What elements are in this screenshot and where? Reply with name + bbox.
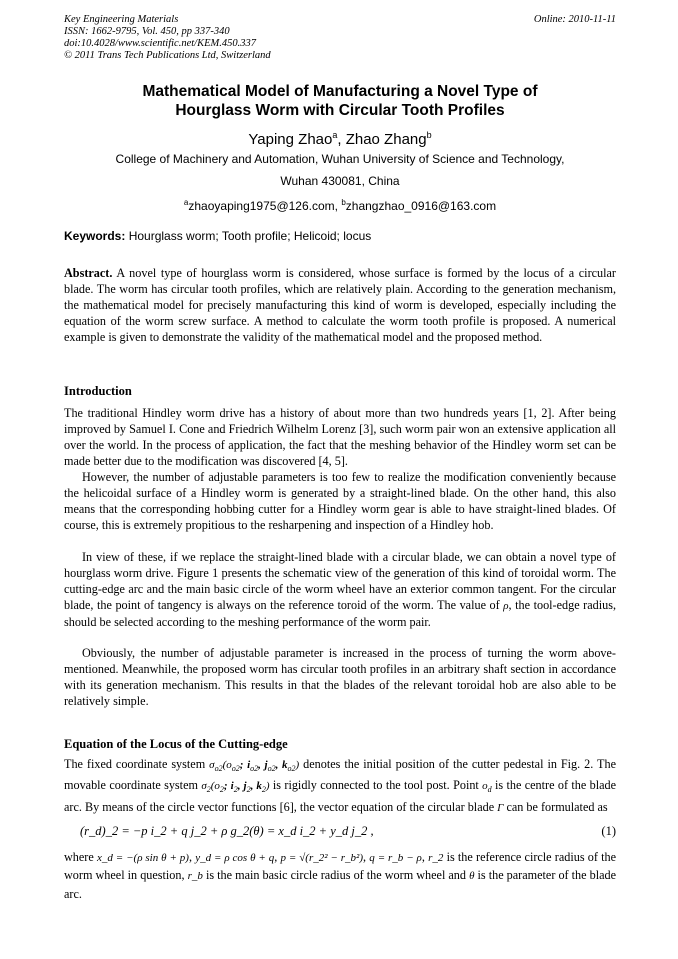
point-od: $o_d$ xyxy=(482,780,492,795)
equation-1-body: (r_d)_2 = −p i_2 + q j_2 + ρ g_2(θ) = x_d i_2 + y_d j_2 , xyxy=(80,824,374,838)
author-separator: , xyxy=(337,131,346,148)
affiliation-line-1: College of Machinery and Automation, Wuhan University of Science and Technology, xyxy=(115,152,565,166)
q-definition: q = r_b − ρ xyxy=(369,852,422,864)
yd-definition: y_d = ρ cos θ + q xyxy=(195,852,275,864)
author-2-affil-mark: b xyxy=(426,130,432,140)
doi-line: doi:10.4028/www.scientific.net/KEM.450.337 xyxy=(64,38,256,49)
journal-header xyxy=(64,14,616,62)
abstract-text: A novel type of hourglass worm is considered, whose surface is formed by the locus of a circular blade. The worm has circular tooth profiles, which are relatively plain. According to the generation mechanism, the mathematical model for precisely manufacturing this kind of worm is developed, especially including the equation of the worm screw surface. A method to calculate the worm tooth profile is proposed. A numerical example is given to demonstrate the validity of the mathematical model and the proposed method. xyxy=(64,266,616,345)
rho-symbol: ρ xyxy=(503,600,509,613)
intro-paragraph-3 xyxy=(64,549,616,630)
online-date: Online: 2010-11-11 xyxy=(533,14,616,25)
theta-symbol: θ xyxy=(469,870,475,883)
intro-p3-text-b: , the tool-edge radius, should be selected according to the meshing performance of the worm pair. xyxy=(64,598,617,630)
s2-text-2: denotes the initial position of the cutter pedestal in Fig. 2. The movable coordinate system xyxy=(64,757,616,793)
keywords-text: Hourglass worm; Tooth profile; Helicoid; locus xyxy=(125,229,372,243)
intro-p3-text-a: In view of these, if we replace the straight-lined blade with a circular blade, we can obtain a novel type of hourglass worm drive. Figure 1 presents the schematic view of the generation of this kind of toroidal worm. The cutting-edge arc and the main basic circle of the worm wheel have an exterior common tangent. For the circular blade, the point of tangency is always on the reference toroid of the worm. The value of xyxy=(64,550,616,613)
s2-text-1: The fixed coordinate system xyxy=(64,757,210,771)
rb-symbol: r_b xyxy=(187,870,203,883)
movable-coordinate-system: $\sigma_2(o_2$; $i_2$, $j_2$, $k_2$) xyxy=(201,780,270,795)
email-b-mark: b xyxy=(341,198,346,207)
gamma-symbol: Γ xyxy=(497,801,504,814)
where-text-2: is the reference circle radius of the worm wheel in question, xyxy=(64,850,617,883)
journal-name: Key Engineering Materials xyxy=(64,14,179,25)
section2-paragraph xyxy=(64,756,616,817)
intro-paragraph-2: However, the number of adjustable parameters is too few to realize the modification conveniently because the helicoidal surface of a Hindley worm is generated by a straight-lined blade. On the other hand, this also means that the corresponding hobbing cutter for a Hindley worm gear is able to have straight-lined blades. Of course, this is extremely propitious to the resharpening and inspection of a Hindley hob. xyxy=(64,470,616,533)
keywords-label: Keywords: xyxy=(64,229,126,243)
section-heading-locus: Equation of the Locus of the Cutting-edge xyxy=(64,737,288,751)
issn-line: ISSN: 1662-9795, Vol. 450, pp 337-340 xyxy=(64,26,230,37)
author-1-affil-mark: a xyxy=(332,130,338,140)
author-emails xyxy=(64,195,616,214)
where-paragraph: where x_d = −(ρ sin θ + p), y_d = ρ cos θ + q, p = √(r_2² − r_b²), q = r_b − ρ, r_2 is the reference circle radius of the worm wheel in question, r_b is the main basic circle radius of the worm wheel and θ is the parameter of the blade arc. xyxy=(64,850,617,901)
affiliation-line-2: Wuhan 430081, China xyxy=(280,174,400,188)
email-a: zhaoyaping1975@126.com, xyxy=(188,199,342,213)
intro-paragraph-4: Obviously, the number of adjustable parameter is increased in the process of turning the worm above-mentioned. Meanwhile, the proposed worm has circular tooth profiles in an arbitrary shaft section in accordance with its generation mechanism. This results in that the blades of the relevant toroidal hob are also able to be relatively simple. xyxy=(64,646,616,709)
abstract xyxy=(64,265,616,345)
where-text-4: is the parameter of the blade arc. xyxy=(64,868,616,901)
equation-number: (1) xyxy=(601,824,616,838)
s2-text-3: is rigidly connected to the tool post. Point xyxy=(269,778,483,793)
intro-paragraph-1: The traditional Hindley worm drive has a history of about more than two hundreds years [1, 2]. After being improved by Samuel I. Cone and Friedrich Wilhelm Lorenz [3], such worm pair won an extensive application all over the world. In the process of application, the fact that the meshing behavior of the Hindley worm set can be made better due to the modification was discovered [4, 5]. xyxy=(64,406,616,469)
author-1: Yaping Zhao xyxy=(248,131,333,148)
equation-1 xyxy=(80,823,616,839)
where-text-3: is the main basic circle radius of the worm wheel and xyxy=(202,868,470,883)
email-a-mark: a xyxy=(183,198,189,207)
s2-text-5: can be formulated as xyxy=(503,799,608,814)
keywords xyxy=(64,229,616,244)
r2-symbol: r_2 xyxy=(428,852,444,864)
copyright-line: © 2011 Trans Tech Publications Ltd, Switzerland xyxy=(64,50,271,61)
paper-title xyxy=(64,82,616,120)
s2-text-4: is the centre of the blade arc. By means of the circle vector functions [6], the vector equation of the circular blade xyxy=(64,778,616,814)
section-heading-introduction: Introduction xyxy=(64,384,132,398)
abstract-label: Abstract. xyxy=(64,266,113,280)
where-text-1: where xyxy=(64,850,97,864)
p-definition: p = √(r_2² − r_b²) xyxy=(280,852,364,864)
xd-definition: x_d = −(ρ sin θ + p) xyxy=(96,852,189,864)
author-2: Zhao Zhang xyxy=(345,131,427,148)
email-b: zhangzhao_0916@163.com xyxy=(345,199,497,213)
fixed-coordinate-system: $\sigma_{o2}(o_{o2}$; $i_{o2}$, $j_{o2}$, $k_{o2}$) xyxy=(209,759,300,774)
title-line-2: Hourglass Worm with Circular Tooth Profiles xyxy=(175,102,505,119)
author-list xyxy=(64,126,616,149)
title-line-1: Mathematical Model of Manufacturing a Novel Type of xyxy=(142,83,538,100)
